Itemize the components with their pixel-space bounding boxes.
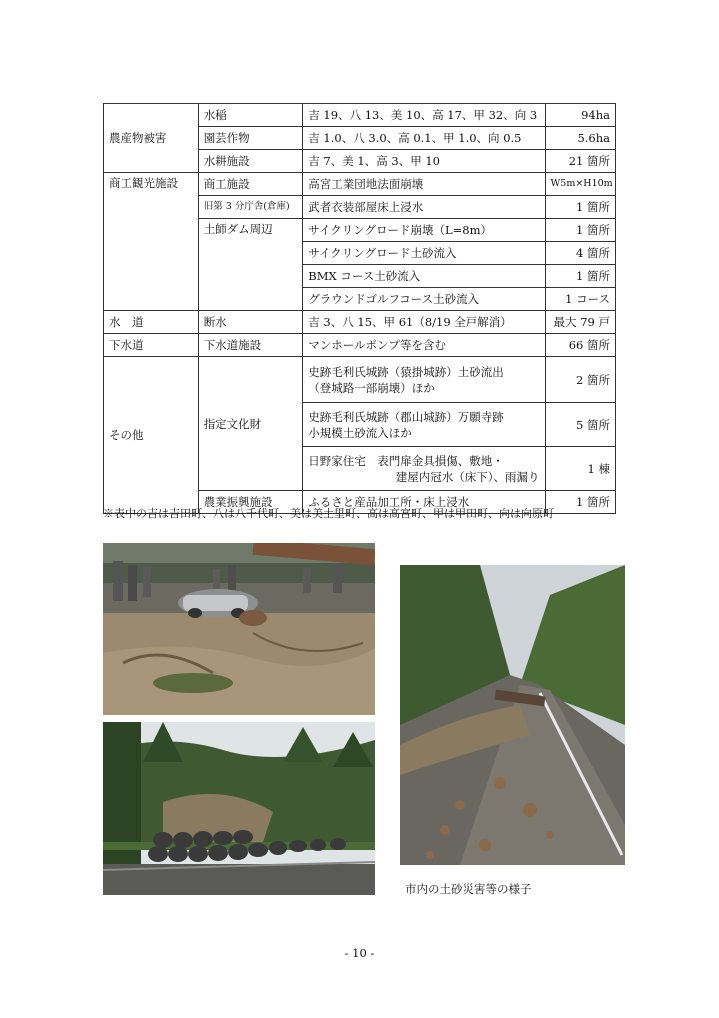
detail-cell: 高宮工業団地法面崩壊 — [303, 173, 545, 196]
amount-cell: 5.6ha — [545, 127, 615, 150]
amount-cell: 4 箇所 — [545, 242, 615, 265]
table-row — [104, 173, 616, 196]
detail-cell: マンホールポンプ等を含む — [303, 334, 545, 357]
table-row — [104, 311, 616, 334]
photo-road-debris — [400, 565, 625, 865]
amount-cell: 5 箇所 — [545, 403, 615, 447]
detail-line: 日野家住宅 表門扉金具損傷、敷地・ — [308, 453, 504, 468]
category-cell: その他 — [104, 357, 199, 514]
page-number: - 10 - — [344, 946, 375, 960]
amount-cell: 1 箇所 — [545, 196, 615, 219]
category-cell: 下水道 — [104, 334, 199, 357]
subcategory-cell: 商工施設 — [198, 173, 303, 196]
subcategory-cell: 断水 — [198, 311, 303, 334]
amount-cell: 2 箇所 — [545, 357, 615, 403]
detail-cell: BMX コース土砂流入 — [303, 265, 545, 288]
amount-cell: 1 箇所 — [545, 219, 615, 242]
amount-cell: 1 箇所 — [545, 491, 615, 514]
detail-line: 小規模土砂流入ほか — [308, 425, 412, 440]
subcategory-cell: 土師ダム周辺 — [198, 219, 303, 311]
detail-cell: 武者衣装部屋床上浸水 — [303, 196, 545, 219]
amount-cell: 1 コース — [545, 288, 615, 311]
amount-cell: 最大 79 戸 — [545, 311, 615, 334]
subcategory-cell: 旧第 3 分庁舎(倉庫) — [198, 196, 303, 219]
category-cell: 水 道 — [104, 311, 199, 334]
category-cell: 農産物被害 — [104, 104, 199, 173]
table-footnote: ※表中の吉は吉田町、八は八千代町、美は美土里町、高は高宮町、甲は甲田町、向は向原町 — [103, 507, 554, 520]
detail-cell: サイクリングロード崩壊（L=8m） — [303, 219, 545, 242]
category-cell: 商工観光施設 — [104, 173, 199, 311]
table-row — [104, 334, 616, 357]
detail-cell — [303, 357, 545, 403]
detail-line: 史跡毛利氏城跡（郡山城跡）万願寺跡 — [308, 409, 504, 424]
amount-cell: 66 箇所 — [545, 334, 615, 357]
detail-cell — [303, 403, 545, 447]
subcategory-cell: 農業振興施設 — [198, 491, 303, 514]
subcategory-cell: 水耕施設 — [198, 150, 303, 173]
photo-hillside-sandbags — [103, 722, 375, 895]
table-row — [104, 357, 616, 403]
detail-cell: 吉 7、美 1、高 3、甲 10 — [303, 150, 545, 173]
subcategory-cell: 指定文化財 — [198, 357, 303, 491]
amount-cell: 94ha — [545, 104, 615, 127]
subcategory-cell: 園芸作物 — [198, 127, 303, 150]
photo-caption: 市内の土砂災害等の様子 — [405, 882, 532, 896]
detail-cell: 吉 1.0、八 3.0、高 0.1、甲 1.0、向 0.5 — [303, 127, 545, 150]
table-row — [104, 104, 616, 127]
detail-cell: サイクリングロード土砂流入 — [303, 242, 545, 265]
detail-cell — [303, 447, 545, 491]
detail-cell: 吉 19、八 13、美 10、高 17、甲 32、向 3 — [303, 104, 545, 127]
subcategory-cell: 下水道施設 — [198, 334, 303, 357]
amount-cell: 21 箇所 — [545, 150, 615, 173]
detail-cell: ふるさと産品加工所・床上浸水 — [303, 491, 545, 514]
damage-table — [103, 103, 616, 514]
detail-cell: グラウンドゴルフコース土砂流入 — [303, 288, 545, 311]
amount-cell: 1 棟 — [545, 447, 615, 491]
detail-line: 史跡毛利氏城跡（猿掛城跡）土砂流出 — [308, 364, 504, 379]
amount-cell: 1 箇所 — [545, 265, 615, 288]
subcategory-cell: 水稲 — [198, 104, 303, 127]
detail-line: （登城路一部崩壊）ほか — [308, 380, 435, 395]
photo-cemetery-mudflow — [103, 543, 375, 715]
detail-cell: 吉 3、八 15、甲 61（8/19 全戸解消） — [303, 311, 545, 334]
detail-line: 建屋内冠水（床下）、雨漏り — [395, 469, 540, 484]
amount-cell: W5m×H10m — [545, 173, 615, 196]
